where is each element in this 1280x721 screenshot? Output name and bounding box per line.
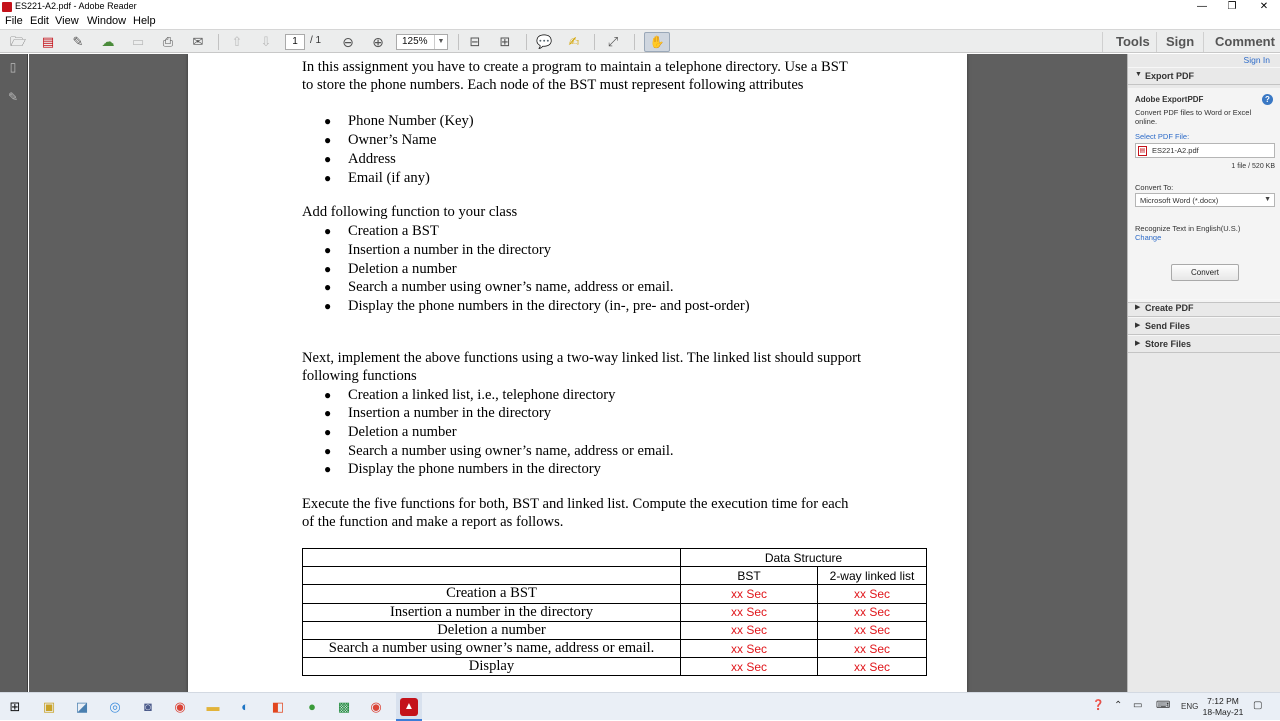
edit-icon[interactable]: ✎ [72,34,84,49]
export-pdf-panel [1128,88,1280,303]
change-link[interactable]: Change [1135,233,1162,242]
toolbar-separator [458,34,459,50]
toolbar-separator [1203,32,1204,52]
sign-in-link[interactable]: Sign In [1243,55,1270,65]
row-label: Display [303,658,681,676]
edge-icon[interactable]: ◐ [241,699,249,714]
menu-bar [0,14,1280,29]
data-structure-header: Data Structure [681,549,927,567]
table-row [303,658,927,676]
collapsed-arrow-icon: ▶ [1135,304,1141,311]
fit-width-icon[interactable]: ⊞ [499,34,511,49]
bst-time-cell: xx Sec [681,603,818,621]
toolbar-separator [634,34,635,50]
navigation-pane [0,54,28,692]
minimize-button[interactable]: — [1197,1,1207,12]
chrome-icon[interactable]: ◉ [174,699,186,714]
tools-tab[interactable]: Tools [1116,34,1150,49]
ll-time-cell: xx Sec [818,603,927,621]
browser-icon[interactable]: ◎ [109,699,121,714]
upload-icon[interactable]: ☁ [101,34,115,49]
menu-help[interactable]: Help [133,15,156,27]
signature-icon[interactable]: ✎ [7,90,19,104]
comment-tab[interactable]: Comment [1215,34,1275,49]
page-thumbnails-icon[interactable]: ▯ [9,60,17,74]
toolbar-separator [218,34,219,50]
results-table [302,548,927,676]
adobe-reader-icon: ▲ [400,698,418,716]
table-header-row [303,549,927,567]
section-label: Store Files [1145,339,1192,349]
full-screen-icon[interactable]: ⤢ [607,34,619,49]
ll-time-cell: xx Sec [818,658,927,676]
row-label: Deletion a number [303,621,681,639]
bst-time-cell: xx Sec [681,658,818,676]
row-label: Creation a BST [303,585,681,603]
hand-tool-icon[interactable]: ✋ [644,32,670,52]
convert-to-value: Microsoft Word (*.docx) [1140,196,1219,205]
save-icon[interactable]: ▭ [131,34,145,49]
file-explorer-icon[interactable]: ▬ [206,699,220,714]
previous-page-icon[interactable]: ⇧ [231,34,243,49]
spreadsheet-app-icon[interactable]: ▩ [337,699,351,714]
clock[interactable] [1200,696,1246,718]
toolbar-separator [526,34,527,50]
comment-icon[interactable]: 💬 [536,34,553,49]
pdf-file-icon: ▤ [1139,148,1146,154]
title-bar [0,0,1280,14]
recognize-text-label: Recognize Text in English(U.S.) [1135,224,1241,233]
restore-button[interactable]: ❐ [1227,1,1237,12]
functions-heading: Add following function to your class [302,204,518,220]
service-title: Adobe ExportPDF [1135,95,1204,104]
toolbar-separator [1156,32,1157,52]
collapsed-arrow-icon: ▶ [1135,322,1141,329]
menu-window[interactable]: Window [87,15,127,27]
file-info: 1 file / 520 KB [1231,163,1275,170]
chevron-down-icon[interactable]: ▼ [434,35,447,49]
table-cell-empty [303,549,681,567]
highlight-icon[interactable]: ✍ [568,34,580,49]
camera-app-icon[interactable]: ◙ [144,699,152,714]
battery-icon[interactable]: ▭ [1133,700,1143,711]
chevron-up-icon[interactable]: ⌃ [1114,700,1123,711]
next-page-icon[interactable]: ⇩ [260,34,272,49]
adobe-reader-taskbar-button[interactable] [396,693,422,721]
toolbar-separator [594,34,595,50]
zoom-level-select[interactable] [396,34,448,50]
create-pdf-icon[interactable]: ▤ [41,34,55,49]
collapsed-arrow-icon: ▶ [1135,340,1141,347]
ll-time-cell: xx Sec [818,639,927,657]
open-icon[interactable]: 🗁 [10,34,27,49]
file-name: ES221-A2.pdf [1152,146,1199,155]
create-pdf-section-header[interactable] [1128,299,1280,317]
selected-file-field[interactable] [1135,143,1275,158]
table-cell-empty [303,567,681,585]
sign-tab[interactable]: Sign [1166,34,1195,49]
windows-start-icon[interactable]: ⊞ [9,699,21,714]
notifications-icon[interactable]: ▢ [1253,700,1263,711]
convert-button[interactable]: Convert [1171,264,1239,281]
zoom-value: 125% [402,36,428,47]
convert-to-select[interactable] [1135,193,1275,207]
menu-edit[interactable]: Edit [30,15,49,27]
section-label: Export PDF [1145,71,1195,81]
pdf-page: In this assignment you have to create a program to maintain a telephone directory. Use a BST to store the phone numbers. Each node of the BST must represent following attributes ● Phone Number (Key) ● Owner’s Name ● Address ● Email (if any) Add following function to your class ● Creation a BST ● Insertion a number in the directory ● Deletion a number ● Search a number using owner’s name, address or email. ● Display the phone numbers in the directory (in-, pre- and post-order) Next, implement the above functions using a two-way linked list. The linked list should support following functions ● Creation a linked list, i.e., telephone directory ● Insertion a number in the directory ● Deletion a number ● Search a number using owner’s name, address or email. ● Display the phone numbers in the directory Execute the five functions for both, BST and linked list. Compute the execution time for each of the function and make a report as follows. Data Structure BST 2-way linked list Creation a BST xx Sec xx Sec Insertion a number in the directory xx Sec xx Sec Deletion a number xx Sec xx Sec Search a number using owner’s name, address or email. xx Sec xx Sec Display xx Sec xx Sec [188,54,967,692]
linked-list-paragraph: Next, implement the above functions using a two-way linked list. The linked list should support following functions [302,350,862,384]
send-files-section-header[interactable] [1128,317,1280,335]
store-files-section-header[interactable] [1128,335,1280,353]
keyboard-icon[interactable]: ⌨ [1156,700,1171,711]
close-button[interactable]: ✕ [1259,1,1269,12]
select-file-label: Select PDF File: [1135,132,1190,141]
section-label: Send Files [1145,321,1191,331]
bst-column-header: BST [681,567,818,585]
bst-time-cell: xx Sec [681,639,818,657]
tools-pane [1127,54,1280,692]
zoom-in-icon[interactable]: ⊕ [372,34,384,50]
service-description: Convert PDF files to Word or Excel online. [1135,108,1252,126]
toolbar-separator [1102,32,1103,52]
app-icon[interactable]: ◪ [75,699,89,714]
chrome-icon[interactable]: ◉ [370,699,382,714]
fit-page-icon[interactable]: ⊟ [469,34,481,49]
adobe-reader-icon [2,2,12,12]
help-tray-icon[interactable]: ❓ [1092,700,1105,711]
row-label: Search a number using owner’s name, address or email. [303,639,681,657]
bst-time-cell: xx Sec [681,585,818,603]
table-header-row [303,567,927,585]
page-number-input[interactable]: 1 [285,34,305,50]
menu-view[interactable]: View [55,15,79,27]
media-app-icon[interactable]: ▣ [42,699,56,714]
expanded-arrow-icon: ▼ [1135,71,1142,78]
page-total: / 1 [310,35,322,46]
clock-date: 18-May-21 [1202,707,1244,717]
help-icon[interactable]: ? [1262,94,1273,105]
window-title: ES221-A2.pdf - Adobe Reader [15,1,137,11]
table-row [303,621,927,639]
office-icon[interactable]: ◧ [271,699,285,714]
taskbar [0,692,1280,720]
print-icon[interactable]: ⎙ [162,34,174,49]
menu-file[interactable]: File [5,15,23,27]
bst-time-cell: xx Sec [681,621,818,639]
email-icon[interactable]: ✉ [192,34,204,49]
zoom-out-icon[interactable]: ⊖ [342,34,354,50]
linked-list-column-header: 2-way linked list [818,567,927,585]
table-row [303,603,927,621]
chevron-down-icon: ▼ [1264,196,1271,203]
section-label: Create PDF [1145,303,1194,313]
ll-time-cell: xx Sec [818,621,927,639]
clock-time: 7:12 PM [1207,696,1239,706]
table-row [303,639,927,657]
execute-paragraph: Execute the five functions for both, BST and linked list. Compute the execution time for each of the function and make a report as follows. [302,496,849,530]
export-pdf-section-header[interactable] [1128,67,1280,85]
row-label: Insertion a number in the directory [303,603,681,621]
language-indicator[interactable]: ENG [1181,702,1199,711]
toolbar [0,29,1280,53]
chat-app-icon[interactable]: ● [308,699,316,714]
convert-to-label: Convert To: [1135,183,1174,192]
intro-paragraph: In this assignment you have to create a program to maintain a telephone directory. Use a BST to store the phone numbers. Each node of the BST must represent following attributes [302,59,848,93]
ll-time-cell: xx Sec [818,585,927,603]
table-row [303,585,927,603]
document-viewer[interactable] [29,54,1127,692]
